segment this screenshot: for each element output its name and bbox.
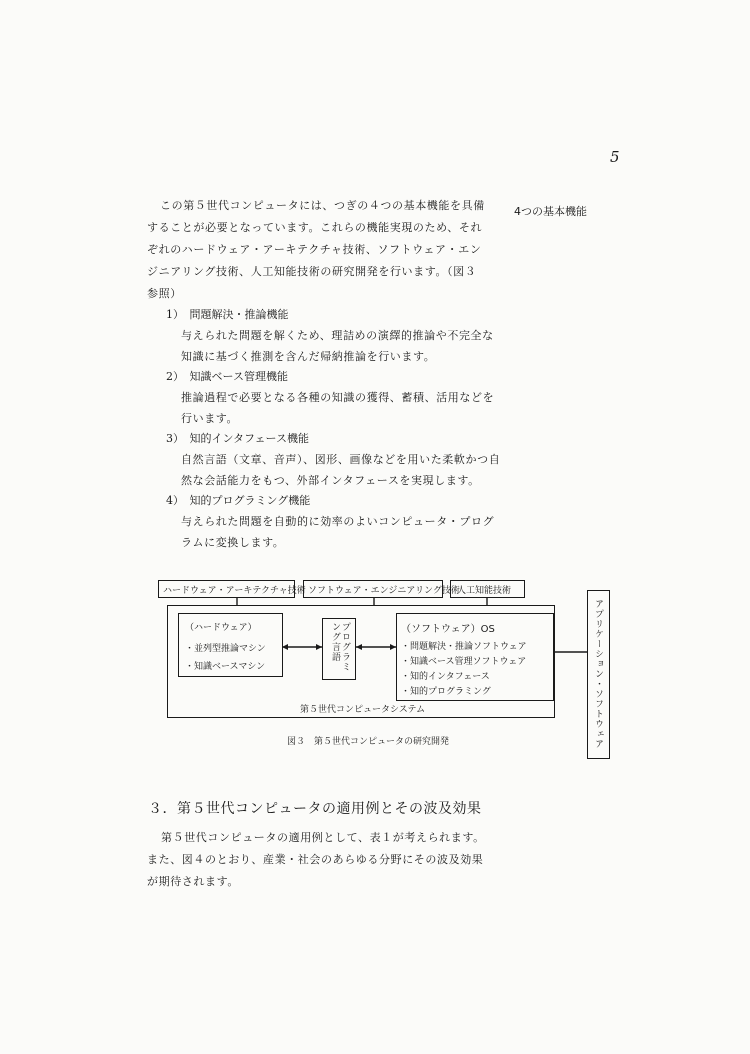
function-line: ラムに変換します。 [181, 536, 285, 549]
os-item: ・知的インタフェース [401, 672, 490, 682]
tech-ai-label: 人工知能技術 [457, 586, 512, 596]
function-heading: 3） 知的インタフェース機能 [166, 432, 309, 445]
os-title: （ソフトウェア）OS [401, 624, 495, 635]
tech-hardware-box [158, 580, 306, 598]
margin-note: 4つの基本機能 [514, 205, 587, 218]
application-software-label: アプリケーション・ソフトウェア [593, 599, 603, 749]
os-item: ・知識ベース管理ソフトウェア [401, 657, 527, 667]
hardware-title: （ハードウェア） [185, 623, 257, 633]
tech-hardware-label: ハードウェア・アーキテクチャ技術 [163, 586, 306, 596]
hardware-item: ・並列型推論マシン [185, 644, 266, 654]
programming-language-box [322, 618, 356, 680]
function-line: 与えられた問題を解くため、理詰めの演繹的推論や不完全な [181, 329, 494, 342]
programming-language-label: プログラミング言語 [330, 622, 350, 672]
system-label: 第５世代コンピュータシステム [300, 705, 426, 715]
os-item: ・知的プログラミング [401, 687, 491, 697]
intro-line: ぞれのハードウェア・アーキテクチャ技術、ソフトウェア・エン [147, 243, 482, 256]
intro-line: この第５世代コンピュータには、つぎの４つの基本機能を具備 [160, 199, 485, 212]
hardware-box [178, 613, 283, 677]
closing-line: が期待されます。 [147, 875, 239, 888]
tech-ai-box [450, 580, 525, 598]
function-line: 推論過程で必要となる各種の知識の獲得、蓄積、活用などを [181, 391, 495, 404]
application-software-box [587, 590, 610, 759]
closing-line: また、図４のとおり、産業・社会のあらゆる分野にその波及効果 [147, 853, 484, 866]
function-heading: 1） 問題解決・推論機能 [166, 308, 289, 321]
function-line: 行います。 [181, 412, 239, 425]
tech-software-box [303, 580, 460, 598]
function-line: 与えられた問題を自動的に効率のよいコンピュータ・プログ [181, 515, 495, 528]
function-heading: 2） 知識ベース管理機能 [166, 370, 288, 383]
function-line: 自然言語（文章、音声）、図形、画像などを用いた柔軟かつ自 [181, 453, 501, 466]
section-title: ３．第５世代コンピュータの適用例とその波及効果 [148, 801, 482, 817]
intro-line: することが必要となっています。これらの機能実現のため、それ [147, 221, 483, 234]
function-line: 然な会話能力をもつ、外部インタフェースを実現します。 [181, 474, 480, 487]
os-item: ・問題解決・推論ソフトウェア [401, 642, 527, 652]
figure-caption: 図３ 第５世代コンピュータの研究開発 [287, 737, 450, 747]
intro-line: ジニアリング技術、人工知能技術の研究開発を行います。（図３ [147, 265, 477, 278]
closing-line: 第５世代コンピュータの適用例として、表１が考えられます。 [161, 831, 485, 844]
page-number: 5 [610, 148, 620, 166]
tech-software-label: ソフトウェア・エンジニアリング技術 [308, 586, 460, 596]
os-box [396, 613, 554, 701]
intro-line: 参照） [147, 287, 182, 300]
function-heading: 4） 知的プログラミング機能 [166, 494, 311, 507]
function-line: 知識に基づく推測を含んだ帰納推論を行います。 [181, 350, 436, 363]
hardware-item: ・知識ベースマシン [185, 662, 266, 672]
